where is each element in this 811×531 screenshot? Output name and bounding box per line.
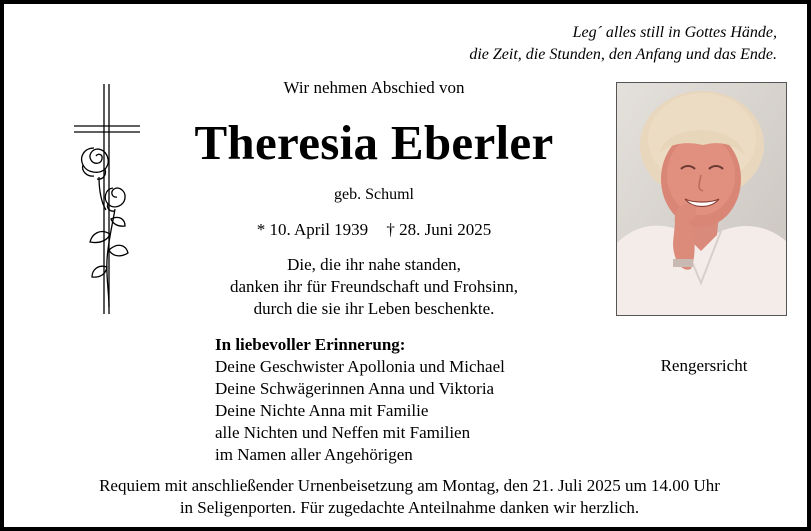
motto-verse <box>357 22 777 66</box>
mourners-block <box>215 334 505 466</box>
mourner-line: im Namen aller Angehörigen <box>215 445 413 464</box>
requiem-notice <box>24 475 795 519</box>
mourner-line: Deine Geschwister Apollonia und Michael <box>215 357 505 376</box>
motto-line-1: Leg´ alles still in Gottes Hände, <box>572 24 777 41</box>
requiem-line: Requiem mit anschließender Urnenbeisetzung am Montag, den 21. Juli 2025 um 14.00 Uhr <box>99 476 720 495</box>
verse-line: durch die sie ihr Leben beschenkte. <box>253 299 495 318</box>
portrait-photo <box>616 82 787 316</box>
place-name: Rengersricht <box>660 356 748 375</box>
deceased-name: Theresia Eberler <box>194 115 554 170</box>
motto-line-2: die Zeit, die Stunden, den Anfang und das Ende. <box>469 46 777 63</box>
birth-name: geb. Schuml <box>334 186 414 203</box>
mourners-heading: In liebevoller Erinnerung: <box>215 335 406 354</box>
requiem-line: in Seligenporten. Für zugedachte Anteilnahme danken wir herzlich. <box>179 498 640 517</box>
verse-line: danken ihr für Freundschaft und Frohsinn, <box>229 277 518 296</box>
death-date: † 28. Juni 2025 <box>386 220 492 239</box>
mourner-line: Deine Nichte Anna mit Familie <box>215 401 429 420</box>
life-dates <box>174 220 574 240</box>
birth-date: * 10. April 1939 <box>256 220 369 239</box>
thanks-verse <box>174 254 574 320</box>
mourner-line: alle Nichten und Neffen mit Familien <box>215 423 471 442</box>
intro-text: Wir nehmen Abschied von <box>283 78 465 97</box>
verse-line: Die, die ihr nahe standen, <box>287 255 461 274</box>
mourner-line: Deine Schwägerinnen Anna und Viktoria <box>215 379 495 398</box>
